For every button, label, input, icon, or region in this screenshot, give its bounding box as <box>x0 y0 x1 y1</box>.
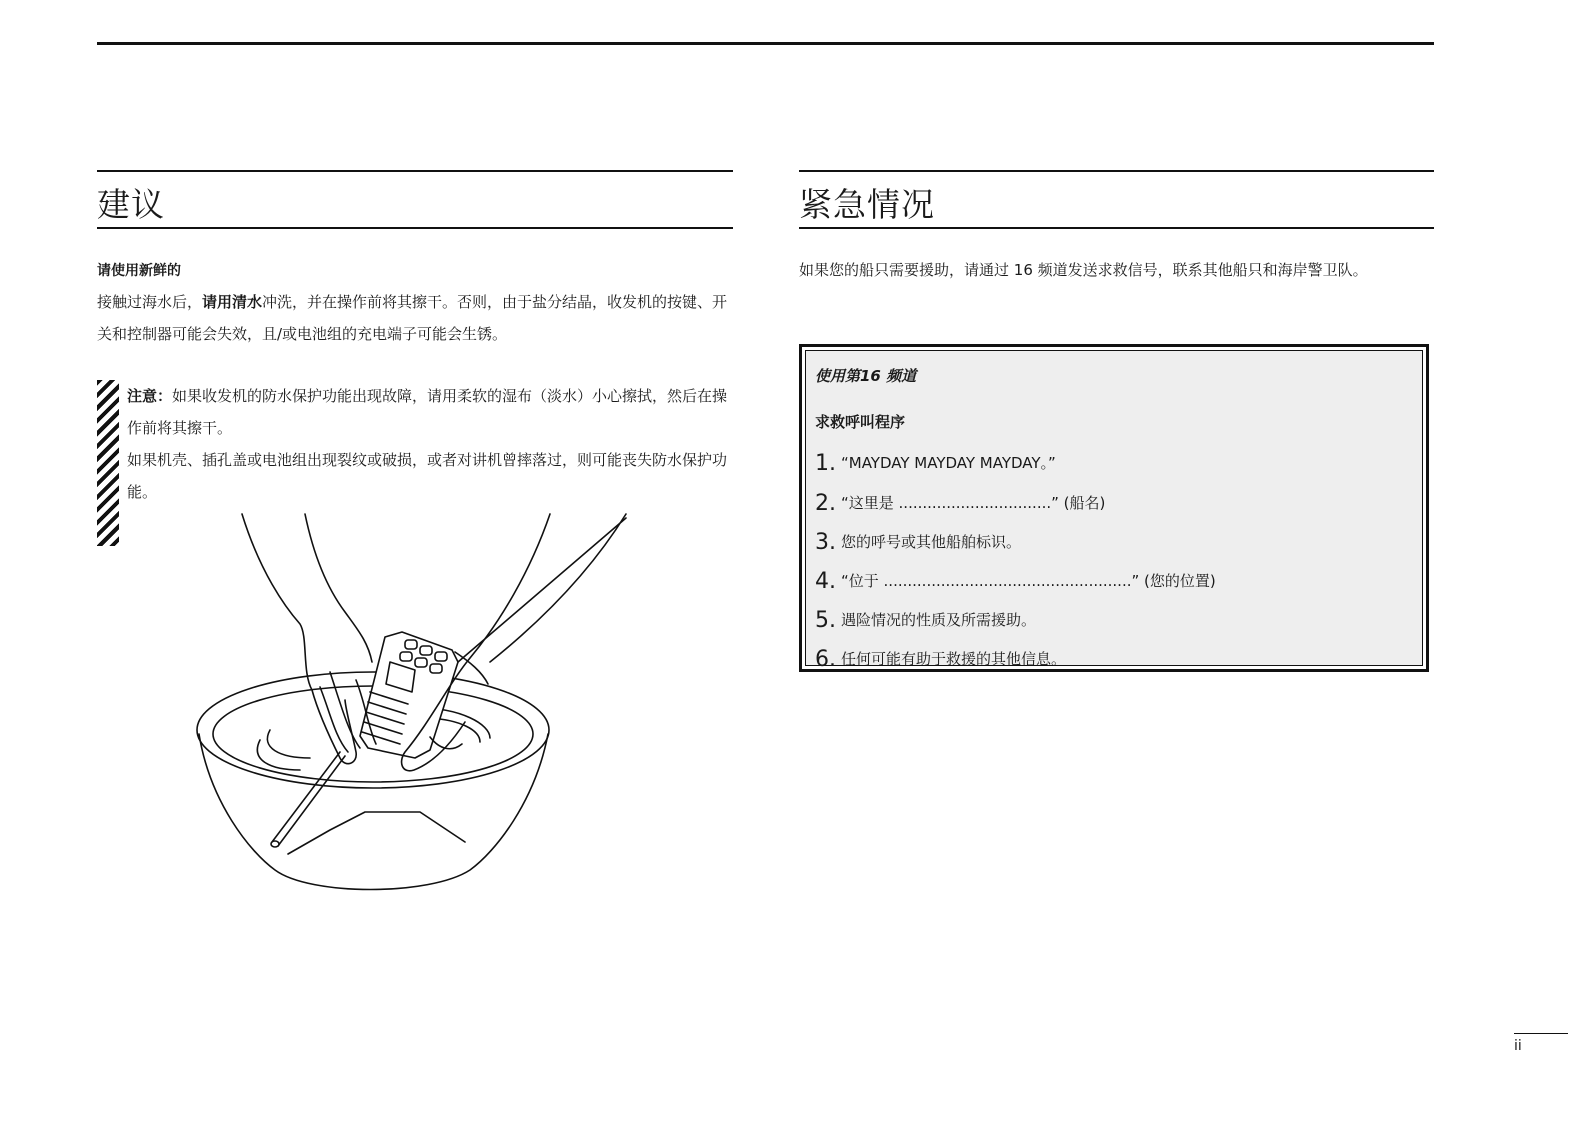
step-text: “位于 ....................................................” (您的位置) <box>841 572 1216 590</box>
step-text: 您的呼号或其他船舶标识。 <box>841 533 1022 551</box>
recommendation-section <box>97 170 733 229</box>
distress-call-box-inner <box>805 350 1423 672</box>
step-text: 任何可能有助于救援的其他信息。 <box>841 650 1067 668</box>
section-rule-bottom <box>97 227 733 229</box>
rinse-text-bold: 请用清水 <box>202 293 263 311</box>
procedure-step <box>815 608 1036 633</box>
channel-label: 使用第16 频道 <box>815 367 917 385</box>
step-number: 2. <box>815 491 836 516</box>
step-number: 1. <box>815 451 836 476</box>
page-number: ii <box>1514 1038 1522 1054</box>
step-text: 遇险情况的性质及所需援助。 <box>841 611 1037 629</box>
emergency-section <box>799 170 1434 229</box>
section-rule-top <box>799 170 1434 172</box>
procedure-step <box>815 647 1066 672</box>
washing-radio-illustration <box>190 512 640 902</box>
step-number: 6. <box>815 647 836 672</box>
caution-hatch-bar <box>97 380 119 546</box>
step-number: 5. <box>815 608 836 633</box>
caution-label: 注意： <box>127 387 173 405</box>
procedure-step <box>815 569 1216 594</box>
caution-text <box>127 380 735 508</box>
rinse-text-2: 冲洗，并在操作前将其擦干。否则，由于盐分结晶，收发机的按键、开关和控制器可能会失效，且/或电池组的充电端子可能会生锈。 <box>97 293 728 343</box>
rinse-text-1: 接触过海水后， <box>97 293 203 311</box>
section-title: 紧急情况 <box>799 185 935 224</box>
distress-call-box <box>799 344 1429 672</box>
step-number: 4. <box>815 569 836 594</box>
emergency-intro: 如果您的船只需要援助，请通过 16 频道发送求救信号，联系其他船只和海岸警卫队。 <box>799 261 1368 279</box>
step-text: “这里是 ................................” (船名) <box>841 494 1106 512</box>
procedure-step <box>815 491 1105 516</box>
procedure-step <box>815 530 1021 555</box>
procedure-step <box>815 451 1056 476</box>
section-title: 建议 <box>97 185 165 224</box>
caution-line-1: 如果收发机的防水保护功能出现故障，请用柔软的湿布（淡水）小心擦拭，然后在操作前将其擦干。 <box>127 387 728 437</box>
section-rule-bottom <box>799 227 1434 229</box>
procedure-label: 求救呼叫程序 <box>815 413 906 431</box>
step-text: “MAYDAY MAYDAY MAYDAY。” <box>841 454 1056 472</box>
page-number-rule <box>1514 1033 1568 1034</box>
section-rule-top <box>97 170 733 172</box>
subheading: 请使用新鲜的 <box>97 263 181 279</box>
top-rule <box>97 42 1434 45</box>
step-number: 3. <box>815 530 836 555</box>
caution-line-2: 如果机壳、插孔盖或电池组出现裂纹或破损，或者对讲机曾摔落过，则可能丧失防水保护功能。 <box>127 451 728 501</box>
rinse-paragraph <box>97 286 737 350</box>
